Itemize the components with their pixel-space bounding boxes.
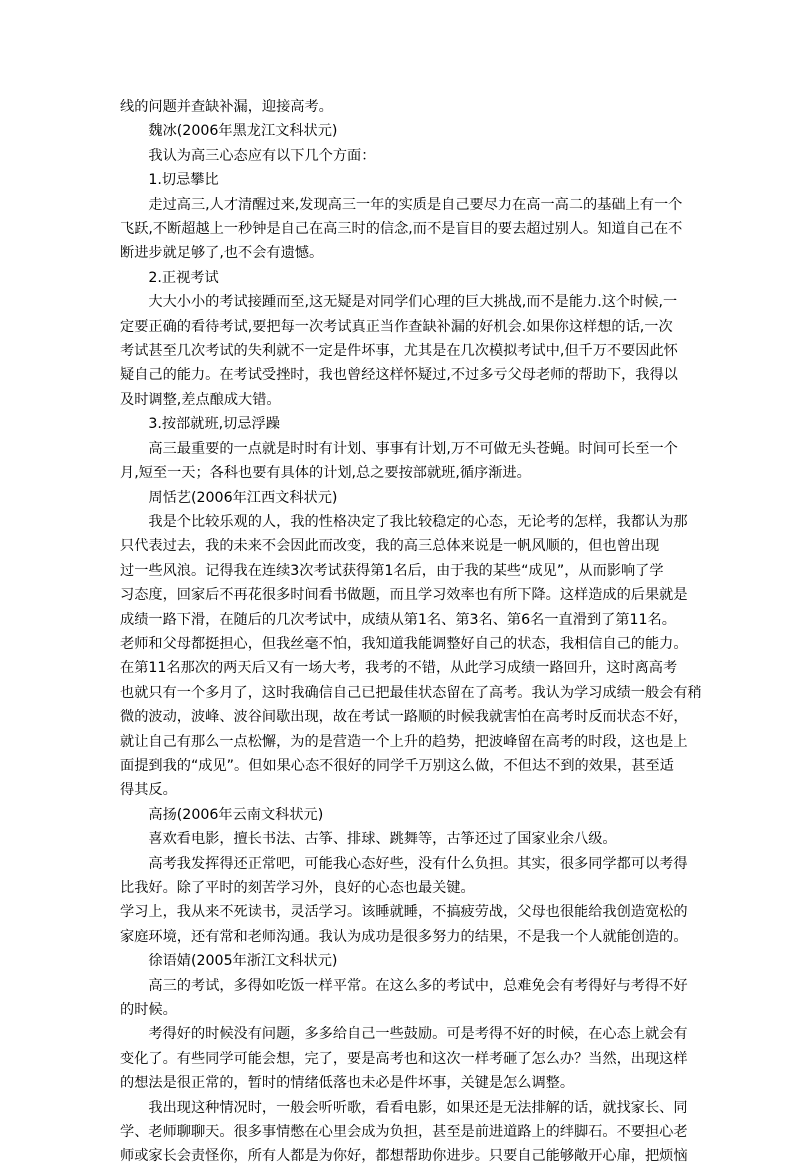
subheading-3 bbox=[120, 412, 680, 436]
paragraph-intro-tail bbox=[120, 95, 680, 119]
paragraph-gaoyang-study bbox=[120, 900, 688, 949]
text-line: 定要正确的看待考试,要把每一次考试真正当作查缺补漏的好机会.如果你这样想的话,一次 bbox=[120, 318, 673, 335]
text-line: 的时候。 bbox=[120, 1002, 177, 1019]
text-line: 师或家长会责怪你，所有人都是为你好，都想帮助你进步。只要自己能够敞开心扉，把烦恼 bbox=[120, 1148, 688, 1165]
text-line: 的想法是很正常的，暂时的情绪低落也未必是件坏事，关键是怎么调整。 bbox=[120, 1075, 575, 1092]
text-line: 我认为高三心态应有以下几个方面： bbox=[148, 147, 376, 164]
text-line: 老师和父母都挺担心，但我丝毫不怕，我知道我能调整好自己的状态，我相信自己的能力。 bbox=[120, 635, 688, 652]
text-line: 线的问题并查缺补漏，迎接高考。 bbox=[120, 99, 333, 115]
heading-weibing bbox=[120, 119, 680, 143]
text-line: 断进步就足够了,也不会有遗憾。 bbox=[120, 245, 324, 262]
text-line: 徐语婧(2005年浙江文科状元) bbox=[148, 953, 338, 970]
text-line: 比我好。除了平时的刻苦学习外，良好的心态也最关键。 bbox=[120, 880, 475, 896]
text-line: 考得好的时候没有问题，多多给自己一些鼓励。可是考得不好的时候，在心态上就会有 bbox=[148, 1026, 688, 1043]
text-line: 学习上，我从来不死读书，灵活学习。该睡就睡，不搞疲劳战，父母也很能给我创造宽松的 bbox=[120, 904, 688, 921]
text-line: 高三的考试，多得如吃饭一样平常。在这么多的考试中，总难免会有考得好与考得不好 bbox=[148, 977, 688, 994]
text-line: 变化了。有些同学可能会想，完了，要是高考也和这次一样考砸了怎么办？当然，出现这样 bbox=[120, 1050, 688, 1067]
paragraph-gaoyang-exam bbox=[120, 852, 688, 901]
text-line: 成绩一路下滑，在随后的几次考试中，成绩从第1名、第3名、第6名一直滑到了第11名。 bbox=[120, 611, 676, 628]
text-line: 面提到我的“成见”。但如果心态不很好的同学千万别这么做，不但达不到的效果，甚至适 bbox=[120, 757, 674, 774]
paragraph-point-2 bbox=[120, 290, 680, 412]
text-line: 微的波动，波峰、波谷间歇出现，故在考试一路顺的时候我就害怕在高考时反而状态不好， bbox=[120, 709, 688, 726]
text-line: 过一些风浪。记得我在连续3次考试获得第1名后，由于我的某些“成见”，从而影响了学 bbox=[120, 562, 664, 579]
text-line: 大大小小的考试接踵而至,这无疑是对同学们心理的巨大挑战,而不是能力.这个时候,一 bbox=[148, 294, 678, 311]
text-line: 高考我发挥得还正常吧，可能我心态好些，没有什么负担。其实，很多同学都可以考得 bbox=[148, 855, 688, 872]
subheading-1 bbox=[120, 168, 680, 192]
text-line: 我出现这种情况时，一般会听听歌，看看电影，如果还是无法排解的话，就找家长、同 bbox=[148, 1099, 688, 1116]
text-line: 及时调整,差点酿成大错。 bbox=[120, 391, 281, 408]
text-line: 只代表过去，我的未来不会因此而改变，我的高三总体来说是一帆风顺的，但也曾出现 bbox=[120, 538, 660, 555]
paragraph-xuyujing-1 bbox=[120, 974, 688, 1023]
paragraph-zhoutianyi bbox=[120, 510, 702, 803]
text-line: 周恬艺(2006年江西文科状元) bbox=[148, 489, 338, 506]
paragraph-point-1 bbox=[120, 193, 683, 266]
paragraph-gaoyang-hobbies bbox=[120, 827, 680, 851]
text-line: 在第11名那次的两天后又有一场大考，我考的不错，从此学习成绩一路回升，这时离高考 bbox=[120, 660, 678, 677]
text-line: 得其反。 bbox=[120, 782, 177, 799]
heading-xuyujing bbox=[120, 949, 680, 973]
text-line: 1.切忌攀比 bbox=[148, 172, 219, 189]
text-line: 高三最重要的一点就是时时有计划、事事有计划,万不可做无头苍蝇。时间可长至一个 bbox=[148, 440, 678, 457]
heading-zhoutianyi bbox=[120, 486, 680, 510]
text-line: 2.正视考试 bbox=[148, 269, 219, 286]
document-body bbox=[120, 95, 702, 1169]
paragraph-xuyujing-2 bbox=[120, 1022, 688, 1095]
heading-gaoyang bbox=[120, 803, 680, 827]
text-line: 家庭环境，还有常和老师沟通。我认为成功是很多努力的结果，不是我一个人就能创造的。 bbox=[120, 928, 688, 945]
text-line: 就让自己有那么一点松懈，为的是营造一个上升的趋势，把波峰留在高考的时段，这也是上 bbox=[120, 733, 688, 750]
text-line: 学、老师聊聊天。很多事情憋在心里会成为负担，甚至是前进道路上的绊脚石。不要担心老 bbox=[120, 1124, 688, 1141]
subheading-2 bbox=[120, 266, 680, 290]
text-line: 喜欢看电影，擅长书法、古筝、排球、跳舞等，古筝还过了国家业余八级。 bbox=[148, 831, 617, 848]
text-line: 3.按部就班,切忌浮躁 bbox=[148, 416, 280, 433]
text-line: 高扬(2006年云南文科状元) bbox=[148, 806, 324, 823]
text-line: 走过高三,人才清醒过来,发现高三一年的实质是自己要尽力在高一高二的基础上有一个 bbox=[148, 196, 683, 213]
paragraph-xuyujing-3 bbox=[120, 1096, 688, 1169]
text-line: 也就只有一个多月了，这时我确信自己已把最佳状态留在了高考。我认为学习成绩一般会有稍 bbox=[120, 684, 702, 701]
text-line: 魏冰(2006年黑龙江文科状元) bbox=[148, 123, 338, 140]
text-line: 考试甚至几次考试的失利就不一定是件坏事，尤其是在几次模拟考试中,但千万不要因此怀 bbox=[120, 343, 678, 360]
text-line: 飞跃,不断超越上一秒钟是自己在高三时的信念,而不是盲目的要去超过别人。知道自己在不 bbox=[120, 221, 683, 238]
text-line: 我是个比较乐观的人，我的性格决定了我比较稳定的心态，无论考的怎样，我都认为那 bbox=[148, 513, 688, 530]
text-line: 习态度，回家后不再花很多时间看书做题，而且学习效率也有所下降。这样造成的后果就是 bbox=[120, 587, 688, 604]
text-line: 月,短至一天；各科也要有具体的计划,总之要按部就班,循序渐进。 bbox=[120, 465, 531, 482]
text-line: 疑自己的能力。在考试受挫时，我也曾经这样怀疑过,不过多亏父母老师的帮助下，我得以 bbox=[120, 367, 678, 384]
paragraph-point-3 bbox=[120, 437, 680, 486]
paragraph-weibing-intro bbox=[120, 144, 680, 168]
